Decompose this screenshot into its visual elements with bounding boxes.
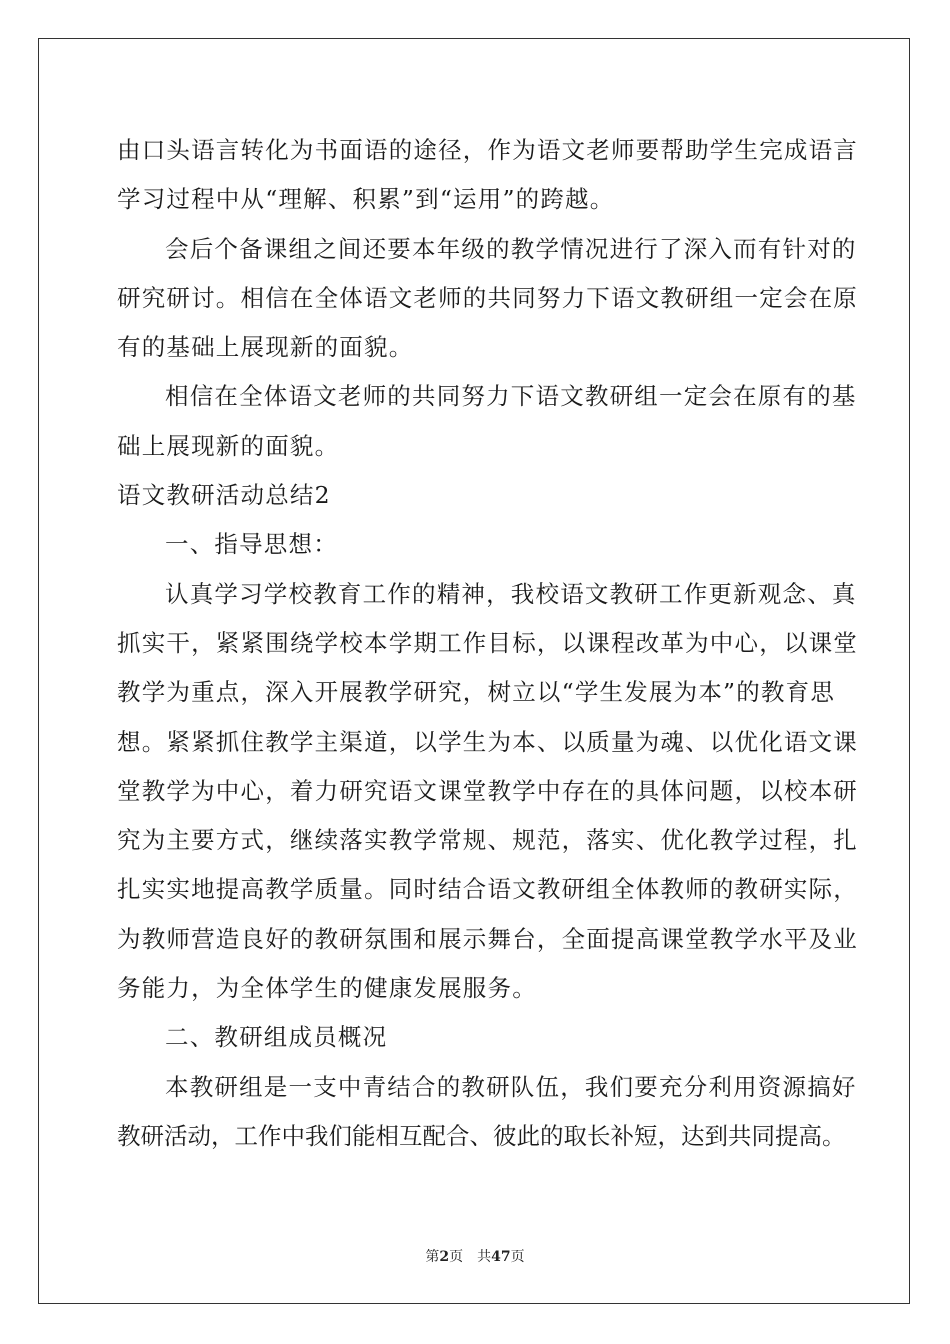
paragraph-line: 学习过程中从“理解、积累”到“运用”的跨越。: [117, 185, 615, 214]
paragraph-line: 抓实干，紧紧围绕学校本学期工作目标，以课程改革为中心，以课堂: [117, 628, 858, 657]
paragraph-line: 想。紧紧抓住教学主渠道，以学生为本、以质量为魂、以优化语文课: [117, 727, 858, 756]
paragraph-line: 会后个备课组之间还要本年级的教学情况进行了深入而有针对的: [165, 234, 857, 263]
footer-prefix: 第: [425, 1249, 440, 1265]
footer-page-suffix: 页: [449, 1249, 464, 1265]
paragraph-line: 认真学习学校教育工作的精神，我校语文教研工作更新观念、真: [165, 579, 857, 608]
paragraph-line: 本教研组是一支中青结合的教研队伍，我们要充分利用资源搞好: [165, 1072, 857, 1101]
document-body: [117, 126, 858, 1161]
paragraph-line: 研究研讨。相信在全体语文老师的共同努力下语文教研组一定会在原: [117, 283, 858, 312]
paragraph-line: 由口头语言转化为书面语的途径，作为语文老师要帮助学生完成语言: [117, 136, 858, 164]
section-title: 语文教研活动总结2: [117, 481, 331, 510]
footer-page-number: 2: [439, 1249, 450, 1265]
paragraph-line: 相信在全体语文老师的共同努力下语文教研组一定会在原有的基: [165, 382, 857, 411]
footer-total-pages: 47: [491, 1249, 511, 1265]
section-heading: 一、指导思想：: [165, 530, 338, 559]
paragraph-line: 究为主要方式，继续落实教学常规、规范，落实、优化教学过程，扎: [117, 826, 858, 855]
paragraph-line: 础上展现新的面貌。: [117, 431, 340, 460]
page-footer: [0, 1246, 950, 1266]
paragraph-line: 教学为重点，深入开展教学研究，树立以“学生发展为本”的教育思: [117, 678, 836, 707]
paragraph-line: 堂教学为中心，着力研究语文课堂教学中存在的具体问题，以校本研: [117, 776, 858, 805]
paragraph-line: 扎实实地提高教学质量。同时结合语文教研组全体教师的教研实际，: [117, 875, 858, 904]
paragraph-line: 教研活动，工作中我们能相互配合、彼此的取长补短，达到共同提高。: [117, 1121, 846, 1150]
paragraph-line: 务能力，为全体学生的健康发展服务。: [117, 974, 537, 1003]
footer-total-suffix: 页: [510, 1249, 525, 1265]
footer-total-prefix: 共: [477, 1249, 492, 1265]
section-heading: 二、教研组成员概况: [165, 1023, 388, 1052]
paragraph-line: 有的基础上展现新的面貌。: [117, 333, 414, 362]
paragraph-line: 为教师营造良好的教研氛围和展示舞台，全面提高课堂教学水平及业: [117, 924, 858, 953]
